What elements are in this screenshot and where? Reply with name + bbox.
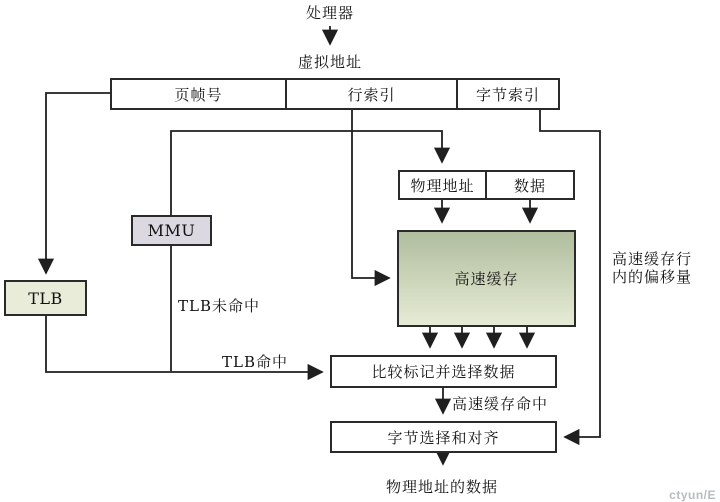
physical-address-cell: 物理地址 [400,172,487,198]
line-index-field: 行索引 [287,80,458,108]
virtual-address-box [110,78,560,110]
data-cell: 数据 [513,176,546,195]
compare-tags-box: 比较标记并选择数据 [330,355,557,388]
cache-hit-label: 高速缓存命中 [452,395,549,413]
output-data-label: 物理地址的数据 [385,478,499,496]
tlb-miss-label: TLB未命中 [178,297,260,315]
tlb-hit-label: TLB命中 [222,353,288,371]
virtual-address-label: 虚拟地址 [297,53,363,71]
physical-address-data-box [398,170,575,200]
watermark-text: ctyun/E [669,488,716,502]
byte-select-box: 字节选择和对齐 [330,421,557,453]
cache-line-offset-label [612,250,692,286]
edge-page-frame-to-tlb-arrow [46,93,110,273]
page-frame-field: 页帧号 [112,80,287,108]
cache-box: 高速缓存 [397,230,576,327]
byte-index-field: 字节索引 [475,85,540,104]
cache-line-offset-line2: 内的偏移量 [612,268,693,286]
mmu-box: MMU [131,215,212,246]
processor-label: 处理器 [305,4,355,22]
cache-line-offset-line1: 高速缓存行 [612,250,693,268]
edge-line-index-to-cache-arrow [352,110,389,278]
tlb-box: TLB [4,280,87,316]
